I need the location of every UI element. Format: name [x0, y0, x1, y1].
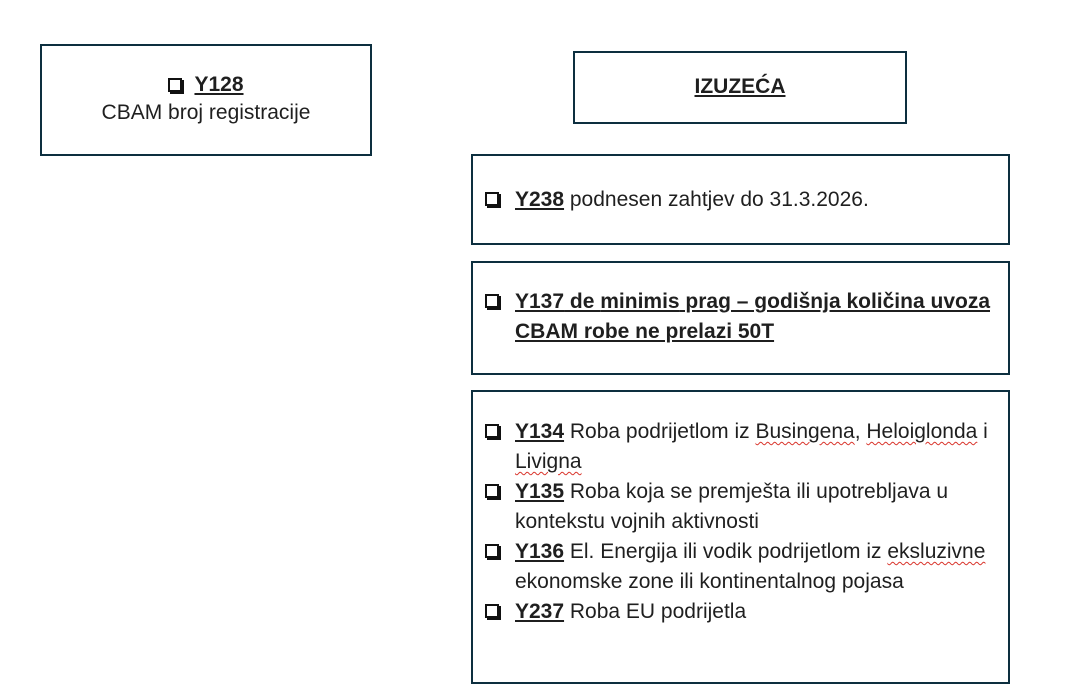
checkbox-y136[interactable] [485, 544, 499, 558]
y134-text-3: i [977, 420, 988, 443]
exceptions-header: IZUZEĆA [694, 75, 786, 98]
exceptions-list [473, 417, 1008, 627]
y134-livigna: Livigna [515, 450, 582, 473]
y238-text: podnesen zahtjev do 31.3.2026. [564, 188, 869, 211]
registration-line [42, 73, 370, 97]
y134-item [473, 417, 1008, 477]
exceptions-header-box [573, 51, 907, 124]
checkbox-y135[interactable] [485, 484, 499, 498]
checkbox-y238[interactable] [485, 192, 499, 206]
exceptions-list-box [471, 390, 1010, 684]
y137-item [473, 287, 1008, 347]
y137-code: Y137 [515, 290, 565, 313]
y135-code: Y135 [515, 480, 565, 503]
y134-text-1: Roba podrijetlom iz [564, 420, 756, 443]
y134-busingena: Busingena [755, 420, 855, 443]
y237-text: Roba EU podrijetla [564, 600, 747, 623]
y134-heloiglonda: Heloiglonda [866, 420, 978, 443]
checkbox-y237[interactable] [485, 604, 499, 618]
y136-item [473, 537, 1008, 597]
registration-label: CBAM broj registracije [101, 101, 311, 124]
registration-code: Y128 [194, 73, 244, 96]
y134-code: Y134 [515, 420, 565, 443]
y136-text-2: ekonomske zone ili kontinentalnog pojasa [515, 570, 904, 593]
y238-item [473, 185, 1008, 215]
y137-box [471, 261, 1010, 375]
y134-text-2: , [854, 420, 867, 443]
y136-text-1: El. Energija ili vodik podrijetlom iz [564, 540, 888, 563]
y237-item [473, 597, 1008, 627]
y237-code: Y237 [515, 600, 565, 623]
y238-box [471, 154, 1010, 245]
y137-text-before: de [564, 290, 601, 313]
y135-text: Roba koja se premješta ili upotrebljava u kontekstu vojnih aktivnosti [515, 480, 949, 533]
checkbox-y134[interactable] [485, 424, 499, 438]
y238-code: Y238 [515, 188, 565, 211]
checkbox-y128[interactable] [168, 78, 182, 92]
y136-ekskluzivne: eksluzivne [887, 540, 986, 563]
y136-code: Y136 [515, 540, 565, 563]
y135-item [473, 477, 1008, 537]
registration-box [40, 44, 372, 156]
y137-minimis: minimis [600, 290, 680, 313]
y137-text-after: prag – godišnja količina uvoza CBAM robe ne prelazi 50T [515, 290, 990, 343]
checkbox-y137[interactable] [485, 294, 499, 308]
